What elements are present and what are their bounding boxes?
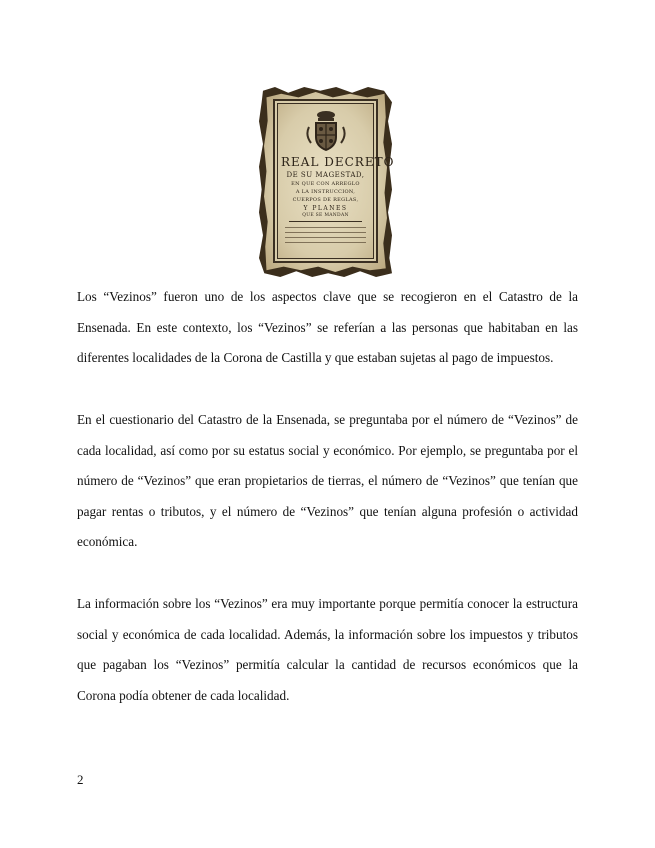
- decree-fine-print: [285, 227, 366, 247]
- decree-divider: [289, 221, 362, 222]
- paragraph: La información sobre los “Vezinos” era muy importante porque permitía conocer la estructura social y económica de cada localidad. Además, la información sobre los impuestos y tributos que pagaban los “Vezinos” permitía calcular la cantidad de recursos económicos que la Corona podía obtener de cada localidad.: [77, 596, 578, 703]
- decree-print-line: DE SU MAGESTAD,: [286, 171, 365, 179]
- page-number: 2: [77, 772, 84, 787]
- decree-print-line: REAL DECRETO: [281, 155, 395, 169]
- decree-print-line: CUERPOS DE REGLAS,: [292, 197, 359, 203]
- decree-title-page-image: [259, 87, 395, 277]
- decree-print-line: Y PLANES: [303, 205, 348, 212]
- decree-print-line: A LA INSTRUCCION,: [295, 189, 356, 195]
- decree-print-line: EN QUE CON ARREGLO: [291, 181, 360, 187]
- decree-print-line: QUE SE MANDAN: [302, 213, 349, 218]
- paragraph: Los “Vezinos” fueron uno de los aspectos clave que se recogieron en el Catastro de la Ensenada. En este contexto, los “Vezinos” se referían a las personas que habitaban en las diferentes localidades de la Corona de Castilla y que estaban sujetas al pago de impuestos.: [77, 289, 578, 366]
- royal-coat-of-arms-icon: [303, 109, 349, 153]
- paragraph: En el cuestionario del Catastro de la Ensenada, se preguntaba por el número de “Vezinos” de cada localidad, así como por su estatus social y económico. Por ejemplo, se preguntaba por el número de “Vezinos” que eran propietarios de tierras, el número de “Vezinos” que tenían que pagar rentas o tributos, y el número de “Vezinos” que tenían alguna profesión o actividad económica.: [77, 412, 578, 550]
